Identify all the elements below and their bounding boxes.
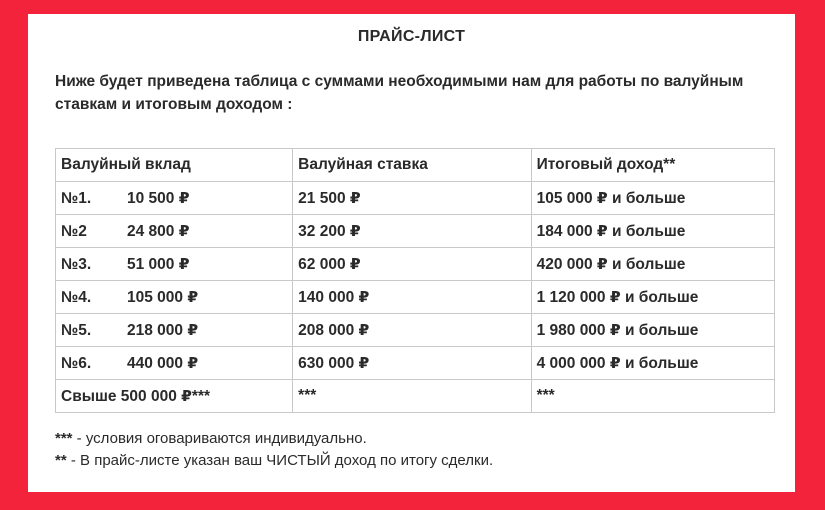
table-header-row: [56, 149, 775, 182]
footnote-individual: [55, 428, 493, 450]
row-number: №5.: [61, 321, 92, 339]
income-cell: 1 120 000 ₽ и больше: [531, 281, 774, 314]
footnote-mark: ***: [55, 430, 73, 447]
header-income: Итоговый доход**: [531, 149, 774, 182]
table-row: [56, 281, 775, 314]
row-number: №2: [61, 222, 87, 240]
deposit-cell: [56, 314, 293, 347]
deposit-cell: Свыше 500 000 ₽***: [56, 380, 293, 413]
income-cell: 1 980 000 ₽ и больше: [531, 314, 774, 347]
deposit-cell: [56, 347, 293, 380]
deposit-value: 51 000 ₽: [127, 255, 190, 273]
rate-cell: 208 000 ₽: [293, 314, 531, 347]
page-title: ПРАЙС-ЛИСТ: [357, 28, 466, 45]
deposit-cell: [56, 215, 293, 248]
deposit-value: 10 500 ₽: [127, 189, 190, 207]
row-number: №3.: [61, 255, 92, 273]
rate-cell: 630 000 ₽: [293, 347, 531, 380]
row-number: №1.: [61, 189, 92, 207]
rate-cell: ***: [293, 380, 531, 413]
deposit-value: 24 800 ₽: [127, 222, 190, 240]
rate-cell: 140 000 ₽: [293, 281, 531, 314]
table-row: [56, 248, 775, 281]
rate-cell: 32 200 ₽: [293, 215, 531, 248]
table-row: [56, 215, 775, 248]
price-table: [55, 148, 775, 413]
footnotes: [55, 428, 493, 472]
footnote-net-income: [55, 450, 493, 472]
deposit-cell: [56, 182, 293, 215]
deposit-value: 218 000 ₽: [127, 321, 199, 339]
footnote-mark: **: [55, 452, 67, 469]
footnote-text: - В прайс-листе указан ваш ЧИСТЫЙ доход по итогу сделки.: [66, 452, 494, 469]
deposit-cell: [56, 281, 293, 314]
deposit-cell: [56, 248, 293, 281]
row-number: №4.: [61, 288, 92, 306]
header-rate: Валуйная ставка: [293, 149, 531, 182]
income-cell: 420 000 ₽ и больше: [531, 248, 774, 281]
price-list-card: [28, 14, 795, 492]
income-cell: ***: [531, 380, 774, 413]
table-row: [56, 314, 775, 347]
deposit-value: 105 000 ₽: [127, 288, 199, 306]
deposit-value: 440 000 ₽: [127, 354, 199, 372]
rate-cell: 21 500 ₽: [293, 182, 531, 215]
income-cell: 184 000 ₽ и больше: [531, 215, 774, 248]
rate-cell: 62 000 ₽: [293, 248, 531, 281]
income-cell: 4 000 000 ₽ и больше: [531, 347, 774, 380]
header-deposit: Валуйный вклад: [56, 149, 293, 182]
table-row: [56, 182, 775, 215]
footnote-text: - условия оговариваются индивидуально.: [72, 430, 367, 447]
income-cell: 105 000 ₽ и больше: [531, 182, 774, 215]
table-row-over-limit: [56, 380, 775, 413]
row-number: №6.: [61, 354, 92, 372]
intro-text: Ниже будет приведена таблица с суммами необходимыми нам для работы по валуйным ставкам и итоговым доходом :: [55, 73, 744, 113]
table-row: [56, 347, 775, 380]
